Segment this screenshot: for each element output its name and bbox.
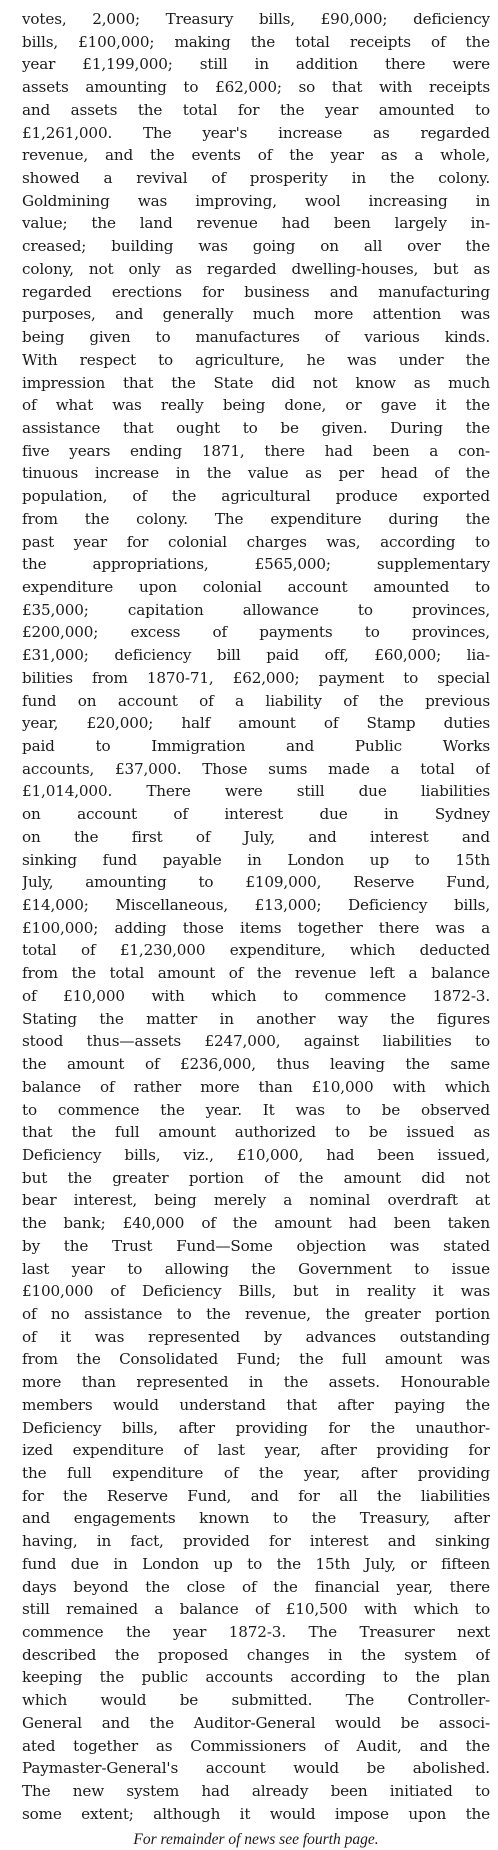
continuation-note: For remainder of news see fourth page. — [133, 1830, 379, 1848]
text-line: of no assistance to the revenue, the greater portion — [22, 1304, 490, 1323]
text-line: fund due in London up to the 15th July, or fifteen — [22, 1554, 490, 1573]
text-line: year £1,199,000; still in addition there were — [22, 55, 490, 74]
text-line: Paymaster-General's account would be abolished. — [22, 1759, 490, 1778]
text-line: £100,000 of Deficiency Bills, but in reality it was — [22, 1282, 490, 1301]
text-line: bills, £100,000; making the total receipts of the — [22, 32, 490, 51]
text-line: ized expenditure of last year, after providing for — [22, 1441, 490, 1460]
text-line: bilities from 1870-71, £62,000; payment to special — [22, 668, 490, 687]
article-column — [22, 8, 490, 1850]
text-line: creased; building was going on all over the — [22, 237, 490, 256]
text-line: votes, 2,000; Treasury bills, £90,000; deficiency — [22, 10, 490, 28]
text-line: commence the year 1872-3. The Treasurer next — [22, 1623, 490, 1642]
text-line: the appropriations, £565,000; supplementary — [22, 555, 490, 574]
text-line: of it was represented by advances outstanding — [22, 1327, 490, 1346]
text-line: and assets the total for the year amounted to — [22, 100, 490, 119]
text-line: impression that the State did not know as much — [22, 373, 490, 392]
text-line: total of £1,230,000 expenditure, which deducted — [22, 941, 490, 960]
text-line: but the greater portion of the amount did not — [22, 1168, 490, 1187]
text-line: July, amounting to £109,000, Reserve Fund, — [22, 873, 490, 892]
text-line: more than represented in the assets. Honourable — [22, 1373, 490, 1392]
text-line: £14,000; Miscellaneous, £13,000; Deficiency bills, — [22, 896, 490, 915]
text-line: revenue, and the events of the year as a whole, — [22, 146, 490, 165]
text-line: Goldmining was improving, wool increasing in — [22, 191, 490, 210]
text-line: last year to allowing the Government to issue — [22, 1259, 490, 1278]
text-line: tinuous increase in the value as per head of the — [22, 464, 490, 483]
text-line: described the proposed changes in the system of — [22, 1645, 490, 1664]
text-line: which would be submitted. The Controller- — [22, 1691, 490, 1710]
text-line: still remained a balance of £10,500 with which to — [22, 1600, 490, 1619]
text-line: sinking fund payable in London up to 15th — [22, 850, 490, 869]
text-line: ated together as Commissioners of Audit, and the — [22, 1736, 490, 1755]
text-line: £100,000; adding those items together there was a — [22, 918, 490, 937]
text-line: the bank; £40,000 of the amount had been taken — [22, 1214, 490, 1233]
text-line: £200,000; excess of payments to provinces, — [22, 623, 490, 642]
text-line: population, of the agricultural produce exported — [22, 487, 490, 506]
text-line: stood thus—assets £247,000, against liabilities to — [22, 1032, 490, 1051]
text-line: expenditure upon colonial account amounted to — [22, 577, 490, 596]
text-line: days beyond the close of the financial year, there — [22, 1577, 490, 1596]
text-line: year, £20,000; half amount of Stamp duties — [22, 714, 490, 733]
text-line: paid to Immigration and Public Works — [22, 737, 490, 755]
text-line: £35,000; capitation allowance to provinces, — [22, 600, 490, 619]
text-line: showed a revival of prosperity in the colony. — [22, 169, 490, 188]
text-line: the full expenditure of the year, after providing — [22, 1464, 490, 1482]
text-line: General and the Auditor-General would be associ- — [22, 1713, 490, 1732]
text-line: some extent; although it would impose upon the — [22, 1804, 490, 1823]
text-line: by the Trust Fund—Some objection was stated — [22, 1236, 490, 1255]
text-line: regarded erections for business and manufacturing — [22, 282, 490, 301]
text-line: and engagements known to the Treasury, after — [22, 1509, 490, 1528]
text-line: colony, not only as regarded dwelling-houses, but as — [22, 259, 490, 278]
text-line: assistance that ought to be given. During the — [22, 418, 490, 437]
text-line: of what was really being done, or gave it the — [22, 396, 490, 415]
text-line: keeping the public accounts according to the plan — [22, 1668, 490, 1687]
text-line: from the total amount of the revenue left a balance — [22, 964, 490, 983]
text-line: £1,261,000. The year's increase as regarded — [22, 123, 490, 142]
text-line: Deficiency bills, viz., £10,000, had been issued, — [22, 1145, 490, 1164]
text-line: to commence the year. It was to be observed — [22, 1100, 490, 1119]
text-line: past year for colonial charges was, according to — [22, 532, 490, 551]
text-line: being given to manufactures of various kinds. — [22, 328, 490, 347]
text-line: £1,014,000. There were still due liabilities — [22, 782, 490, 801]
text-line: balance of rather more than £10,000 with which — [22, 1077, 490, 1096]
text-line: assets amounting to £62,000; so that with receipts — [22, 78, 490, 97]
text-line: five years ending 1871, there had been a con- — [22, 441, 490, 460]
text-line: that the full amount authorized to be issued as — [22, 1123, 490, 1142]
text-line: The new system had already been initiated to — [22, 1782, 490, 1801]
text-line: on account of interest due in Sydney — [22, 805, 490, 824]
text-line: bear interest, being merely a nominal overdraft at — [22, 1191, 490, 1210]
text-line: of £10,000 with which to commence 1872-3. — [22, 986, 490, 1005]
text-line: accounts, £37,000. Those sums made a total of — [22, 759, 490, 778]
text-line: having, in fact, provided for interest and sinking — [22, 1532, 490, 1551]
text-line: the amount of £236,000, thus leaving the same — [22, 1055, 490, 1074]
text-line: Stating the matter in another way the figures — [22, 1009, 490, 1028]
text-line: purposes, and generally much more attention was — [22, 305, 490, 324]
text-line: members would understand that after paying the — [22, 1395, 490, 1414]
text-line: Deficiency bills, after providing for the unauthor- — [22, 1418, 490, 1437]
text-line: £31,000; deficiency bill paid off, £60,000; lia- — [22, 646, 490, 665]
text-line: from the Consolidated Fund; the full amount was — [22, 1350, 490, 1369]
text-line: from the colony. The expenditure during the — [22, 509, 490, 528]
text-line: value; the land revenue had been largely in- — [22, 214, 490, 233]
text-line: fund on account of a liability of the previous — [22, 691, 490, 710]
text-line: for the Reserve Fund, and for all the liabilities — [22, 1486, 490, 1505]
text-line: on the first of July, and interest and — [22, 827, 490, 846]
text-line: With respect to agriculture, he was under the — [22, 350, 490, 369]
article-body — [22, 8, 490, 1826]
